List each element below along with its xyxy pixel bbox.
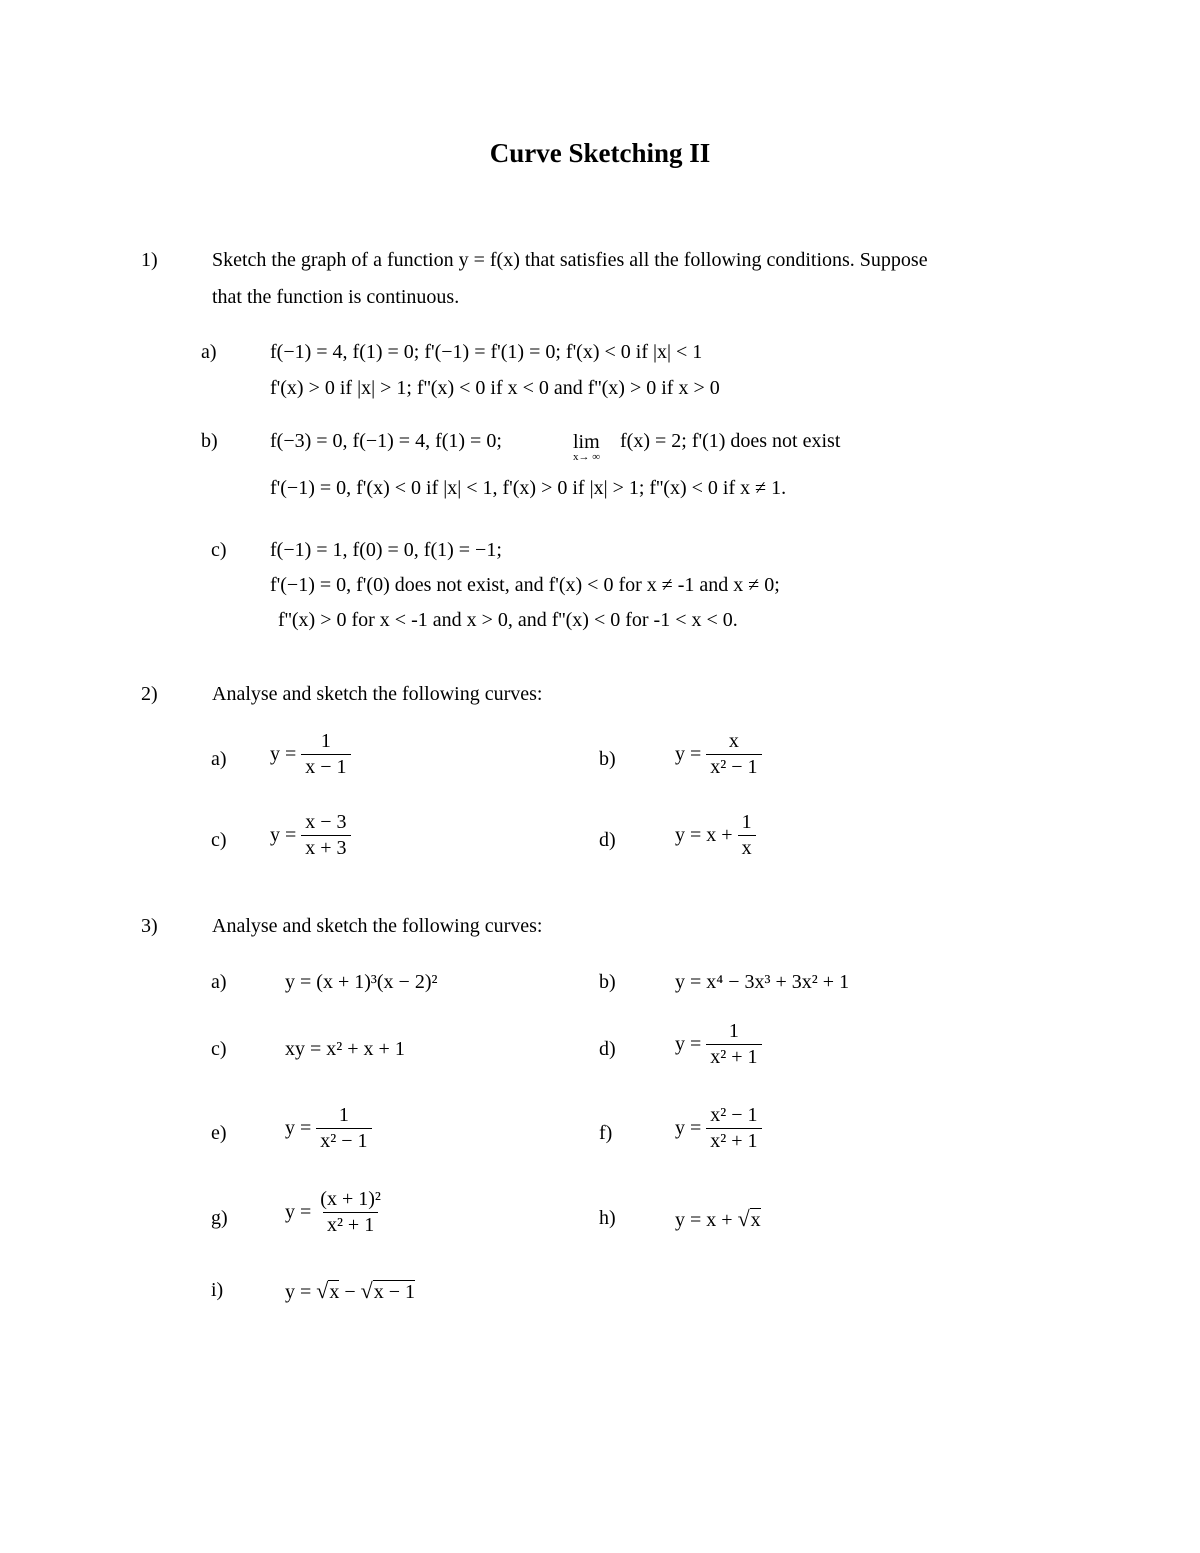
denominator: x² − 1: [316, 1128, 371, 1154]
denominator: x: [738, 835, 756, 861]
q2-intro: Analyse and sketch the following curves:: [212, 683, 543, 705]
denominator: x² − 1: [706, 754, 761, 780]
q3f-lhs: y =: [675, 1117, 702, 1139]
numerator: x² − 1: [710, 1104, 758, 1126]
fraction: [316, 1103, 371, 1154]
q2b-label: b): [599, 748, 616, 770]
q2d-expression: [675, 810, 756, 861]
q1-intro-line2: that the function is continuous.: [212, 286, 460, 308]
lim-subscript: x→ ∞: [573, 451, 601, 463]
q1b-limit: [573, 431, 601, 463]
numerator: (x + 1)²: [320, 1188, 381, 1210]
q3h-label: h): [599, 1207, 616, 1229]
numerator: 1: [741, 811, 752, 833]
q2-number: 2): [141, 683, 158, 705]
q1b-line1-after: f(x) = 2; f'(1) does not exist: [620, 430, 841, 452]
q3d-label: d): [599, 1038, 616, 1060]
numerator: x − 3: [305, 811, 347, 833]
q1b-label: b): [201, 430, 218, 452]
minus-sign: −: [344, 1281, 356, 1303]
q3d-lhs: y =: [675, 1033, 702, 1055]
denominator: x + 3: [301, 835, 350, 861]
radicand: x − 1: [373, 1281, 415, 1303]
denominator: x − 1: [301, 754, 350, 780]
page-title: Curve Sketching II: [489, 138, 711, 168]
lim-word: lim: [573, 431, 600, 453]
q2b-expression: [675, 729, 762, 780]
q3-intro: Analyse and sketch the following curves:: [212, 915, 543, 937]
denominator: x² + 1: [706, 1128, 761, 1154]
q1c-line2: f'(−1) = 0, f'(0) does not exist, and f'(x) < 0 for x ≠ -1 and x ≠ 0;: [270, 574, 780, 596]
q3c-expression: xy = x² + x + 1: [285, 1038, 405, 1060]
q2d-lhs: y = x +: [675, 824, 733, 846]
q1a-label: a): [201, 341, 217, 363]
q3g-expression: [285, 1187, 385, 1238]
q2a-lhs: y =: [270, 743, 297, 765]
q3f-label: f): [599, 1122, 613, 1144]
q1c-line3: f''(x) > 0 for x < -1 and x > 0, and f''(x) < 0 for -1 < x < 0.: [278, 609, 738, 631]
q3i-expression: [285, 1280, 415, 1302]
q1b-line1-before: f(−3) = 0, f(−1) = 4, f(1) = 0;: [270, 430, 502, 452]
q1a-line2: f'(x) > 0 if |x| > 1; f''(x) < 0 if x < 0 and f''(x) > 0 if x > 0: [270, 377, 720, 399]
q3a-label: a): [211, 971, 227, 993]
q3e-lhs: y =: [285, 1117, 312, 1139]
q2a-label: a): [211, 748, 227, 770]
q3e-label: e): [211, 1122, 227, 1144]
q2b-lhs: y =: [675, 743, 702, 765]
q3g-label: g): [211, 1207, 228, 1229]
q2c-lhs: y =: [270, 824, 297, 846]
fraction: [301, 810, 350, 861]
q3h-lhs: y = x +: [675, 1209, 733, 1231]
q1-intro-line1: Sketch the graph of a function y = f(x) that satisfies all the following conditions. Suppose: [212, 249, 928, 271]
numerator: 1: [320, 730, 331, 752]
q3b-expression: y = x⁴ − 3x³ + 3x² + 1: [675, 971, 850, 993]
radicand: x: [329, 1281, 340, 1303]
radical-sign: √: [316, 1278, 329, 1303]
radical-sign: √: [360, 1278, 373, 1303]
q1b-line2: f'(−1) = 0, f'(x) < 0 if |x| < 1, f'(x) > 0 if |x| > 1; f''(x) < 0 if x ≠ 1.: [270, 477, 787, 499]
q2c-expression: [270, 810, 351, 861]
numerator: 1: [728, 1020, 739, 1042]
q1-number: 1): [141, 249, 158, 271]
fraction: [316, 1187, 385, 1238]
q3f-expression: [675, 1103, 762, 1154]
q3h-expression: [675, 1208, 761, 1230]
q1c-label: c): [211, 539, 227, 561]
q2c-label: c): [211, 829, 227, 851]
fraction: [706, 1103, 761, 1154]
numerator: x: [728, 730, 739, 752]
denominator: x² + 1: [323, 1212, 378, 1238]
q2a-expression: [270, 729, 351, 780]
fraction: [738, 810, 756, 861]
fraction: [706, 1019, 761, 1070]
q1a-line1: f(−1) = 4, f(1) = 0; f'(−1) = f'(1) = 0; f'(x) < 0 if |x| < 1: [270, 341, 703, 363]
radical-sign: √: [737, 1206, 750, 1231]
q3g-lhs: y =: [285, 1201, 312, 1223]
q3-number: 3): [141, 915, 158, 937]
denominator: x² + 1: [706, 1044, 761, 1070]
fraction: [301, 729, 350, 780]
q3c-label: c): [211, 1038, 227, 1060]
q3a-expression: y = (x + 1)³(x − 2)²: [285, 971, 438, 993]
q3i-lhs: y =: [285, 1281, 312, 1303]
q3d-expression: [675, 1019, 762, 1070]
q3e-expression: [285, 1103, 372, 1154]
q1c-line1: f(−1) = 1, f(0) = 0, f(1) = −1;: [270, 539, 502, 561]
radicand: x: [750, 1209, 761, 1231]
q3i-label: i): [211, 1279, 224, 1301]
q2d-label: d): [599, 829, 616, 851]
fraction: [706, 729, 761, 780]
numerator: 1: [338, 1104, 349, 1126]
q3b-label: b): [599, 971, 616, 993]
